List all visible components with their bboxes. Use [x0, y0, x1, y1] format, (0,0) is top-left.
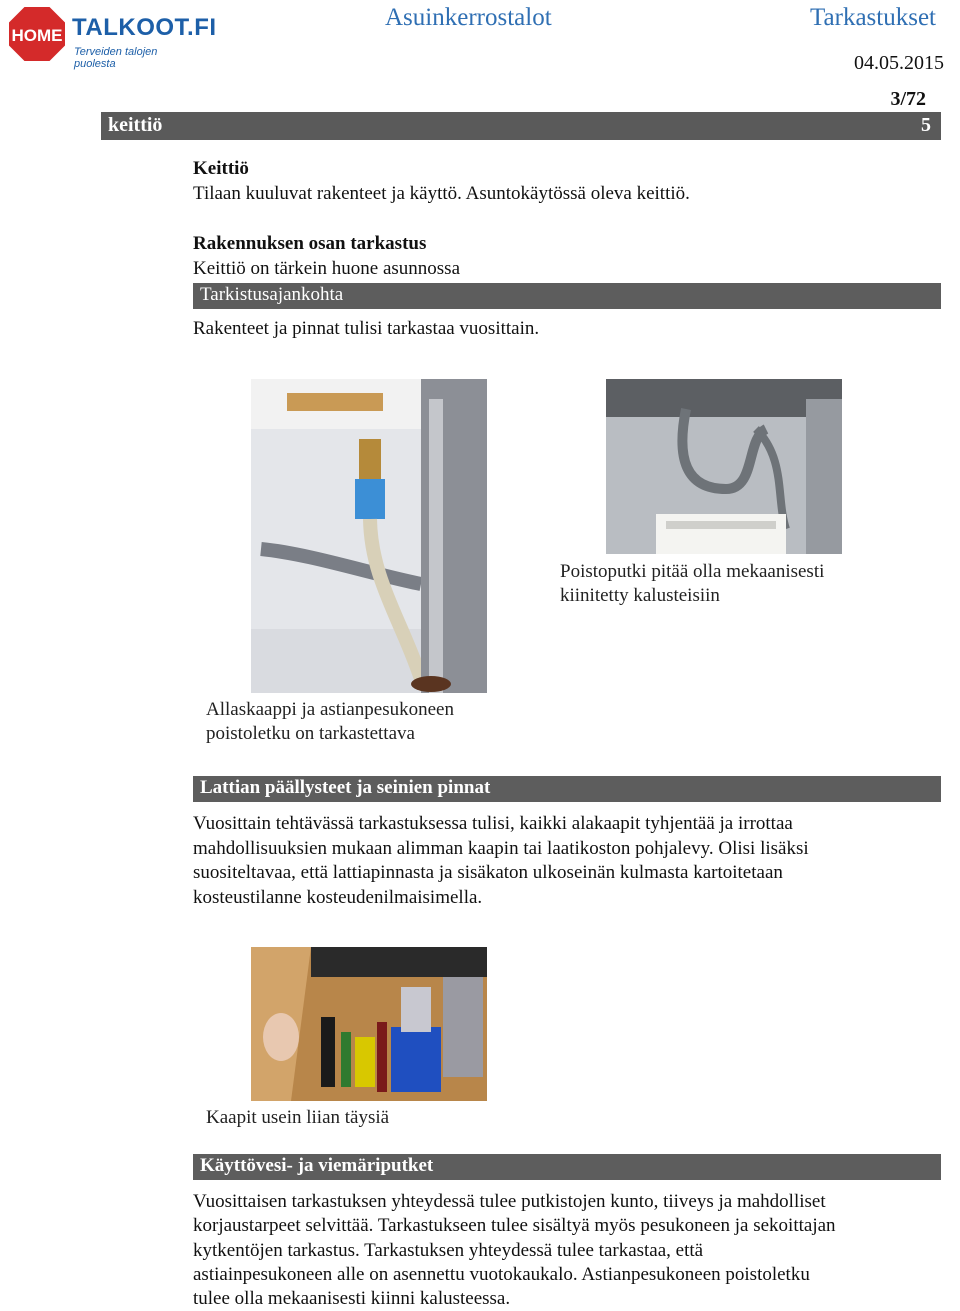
pipes-text-4: astiainpesukoneen alle on asennettu vuotokaukalo. Astianpesukoneen poistoletku [193, 1264, 810, 1285]
section-name: keittiö [108, 114, 163, 136]
home-logo-icon [6, 4, 68, 64]
pipes-text-2: korjaustarpeet selvittää. Tarkastukseen tulee sisältyä myös pesukoneen ja sekoittajan [193, 1215, 836, 1236]
timing-text: Rakenteet ja pinnat tulisi tarkastaa vuosittain. [193, 318, 540, 339]
floors-text-4: kosteustilanne kosteudenilmaisimella. [193, 887, 483, 908]
sink-caption-line1: Allaskaappi ja astianpesukoneen [206, 699, 454, 720]
logo-wordmark: TALKOOT.FI [72, 14, 217, 41]
section-bar [101, 112, 941, 140]
pipes-bar-label: Käyttövesi- ja viemäriputket [200, 1155, 434, 1176]
cabinet-caption: Kaapit usein liian täysiä [206, 1107, 390, 1128]
header-date: 04.05.2015 [854, 52, 944, 74]
inspection-heading: Rakennuksen osan tarkastus [193, 233, 427, 254]
logo-tagline: Terveiden talojen puolesta [74, 46, 158, 70]
pipes-text-5: tulee olla mekaanisesti kiinni kalusteessa. [193, 1288, 511, 1309]
drain-caption-line1: Poistoputki pitää olla mekaanisesti [560, 561, 825, 582]
hometalkoot-logo[interactable] [6, 4, 217, 70]
drain-caption-line2: kiinitetty kalusteisiin [560, 585, 720, 606]
floors-text-1: Vuosittain tehtävässä tarkastuksessa tulisi, kaikki alakaapit tyhjentää ja irrottaa [193, 813, 793, 834]
cabinet-photo [251, 947, 487, 1101]
floors-bar [193, 776, 941, 802]
timing-bar-label: Tarkistusajankohta [200, 284, 344, 305]
floors-text-2: mahdollisuuksien mukaan alimman kaapin tai laatikoston pohjalevy. Olisi lisäksi [193, 838, 809, 859]
drain-pipe-photo [606, 379, 842, 554]
sink-cabinet-photo [251, 379, 487, 693]
sink-caption-line2: poistoletku on tarkastettava [206, 723, 415, 744]
pipes-text-3: kytkentöjen tarkastus. Tarkastuksen yhteydessä tulee tarkastaa, että [193, 1240, 704, 1261]
pipes-bar [193, 1154, 941, 1180]
intro-text: Tilaan kuuluvat rakenteet ja käyttö. Asuntokäytössä oleva keittiö. [193, 183, 690, 204]
page-number: 3/72 [890, 88, 926, 110]
section-number: 5 [921, 114, 931, 136]
header-title-left: Asuinkerrostalot [385, 4, 552, 31]
pipes-text-1: Vuosittaisen tarkastuksen yhteydessä tulee putkistojen kunto, tiiveys ja mahdolliset [193, 1191, 826, 1212]
floors-bar-label: Lattian päällysteet ja seinien pinnat [200, 777, 491, 798]
timing-bar [193, 283, 941, 309]
floors-text-3: suositeltavaa, että lattiapinnasta ja sisäkaton ulkoseinän kulmasta kartoitetaan [193, 862, 783, 883]
logo-home-text: HOME [11, 26, 63, 45]
header-title-right: Tarkastukset [810, 4, 936, 31]
intro-heading: Keittiö [193, 158, 249, 179]
inspection-text: Keittiö on tärkein huone asunnossa [193, 258, 461, 279]
